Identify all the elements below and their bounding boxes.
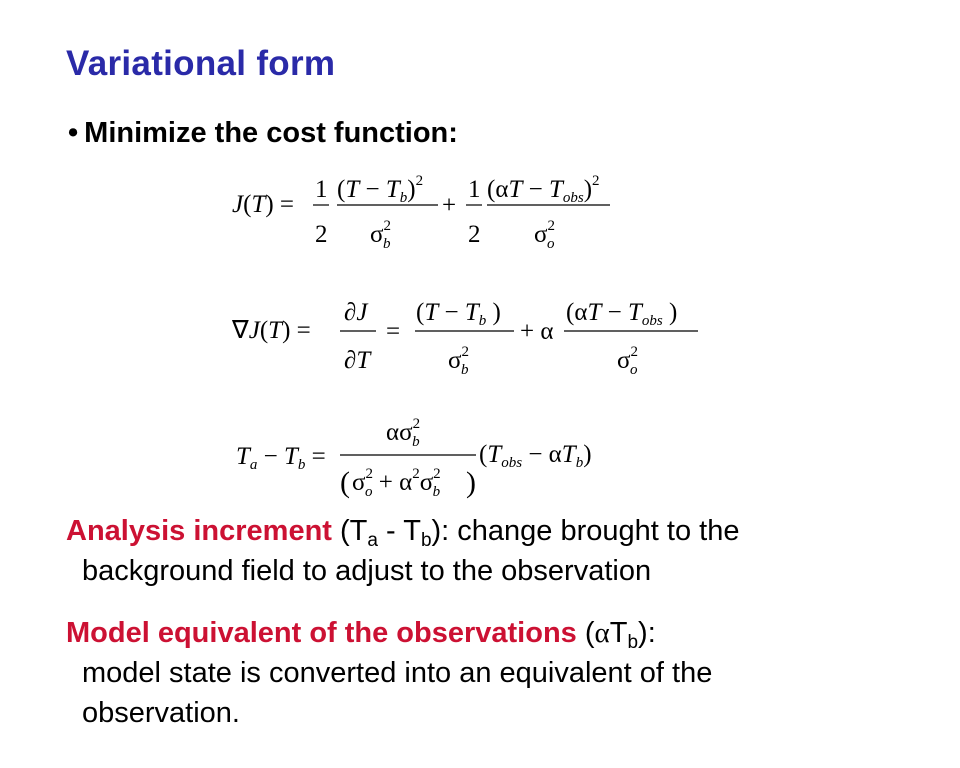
svg-text:1: 1 (468, 176, 481, 203)
svg-text:σ2o: $\sigma^2$ o (617, 344, 638, 378)
equation-cost-function-svg (232, 166, 632, 256)
svg-text:=: = (386, 318, 401, 345)
svg-text:ασ2b: $\alpha\sigma^2$ b (386, 416, 421, 450)
equation-increment-svg (236, 410, 636, 510)
bullet-text: Minimize the cost function: (84, 117, 458, 149)
equation-gradient-svg (232, 292, 712, 382)
bullet-minimize (68, 117, 458, 150)
slide-title: Variational form (66, 44, 336, 83)
half-1-num: 1 (315, 176, 328, 203)
svg-text:∇J(T) =: ∇J(T) = (232, 317, 311, 344)
svg-text:σ2b: $\sigma^2$ b (448, 344, 469, 378)
svg-text:+: + (442, 192, 457, 219)
svg-text:+ α: + α (520, 318, 554, 345)
svg-text:J(T) =: J(T) = (232, 191, 295, 218)
svg-text:Ta − Tb =: $T_a - T_b$ = (236, 443, 326, 473)
model-equivalent-line2: model state is converted into an equivalent of the (82, 657, 713, 689)
half-1-den: 2 (315, 221, 328, 248)
svg-text:∂J: ∂J (344, 299, 368, 326)
svg-text:(Tobs − αTb): $(T_{obs} - \alpha T_b)$ (479, 441, 592, 471)
svg-text:(αT − Tobs)2: $(\alpha T - T_{obs})^2$ (487, 173, 600, 206)
equation-increment (236, 410, 636, 515)
svg-text:2: 2 (468, 221, 481, 248)
svg-text:(: ( (340, 466, 350, 499)
analysis-increment-paragraph: Analysis increment $(T_a - T_b)$: change brought to the background field to adjust to the observation (66, 511, 739, 591)
equation-cost-function (232, 166, 632, 261)
svg-text:): ) (466, 466, 476, 499)
svg-text:(T − Tb ): ($T - T_b$ ) (416, 299, 501, 329)
model-equivalent-line3: observation. (82, 697, 240, 729)
svg-text:σ2b: $\sigma^2$ b (370, 218, 391, 252)
svg-text:σ2o + α2σ2b: $\sigma^2$ $o + \alpha^2\sigma^2$ b (352, 466, 441, 500)
bullet-dot: • (68, 117, 79, 149)
equation-gradient (232, 292, 712, 387)
analysis-increment-label: Analysis increment (66, 515, 332, 547)
model-equivalent-paragraph: Model equivalent of the observations $(\alpha T_b)$: model state is converted into an equivalent of the observation. (66, 613, 712, 733)
svg-text:σ2o: $\sigma^2$ o (534, 218, 555, 252)
analysis-increment-line2: background field to adjust to the observation (82, 555, 652, 587)
svg-text:∂T: ∂T (344, 347, 371, 374)
model-equivalent-label: Model equivalent of the observations (66, 617, 577, 649)
svg-text:(T − Tb)2: $(T - T_b)^2$ (337, 173, 424, 206)
svg-text:(αT − Tobs ): ($\alpha T - T_{obs}$ ) (566, 299, 678, 329)
